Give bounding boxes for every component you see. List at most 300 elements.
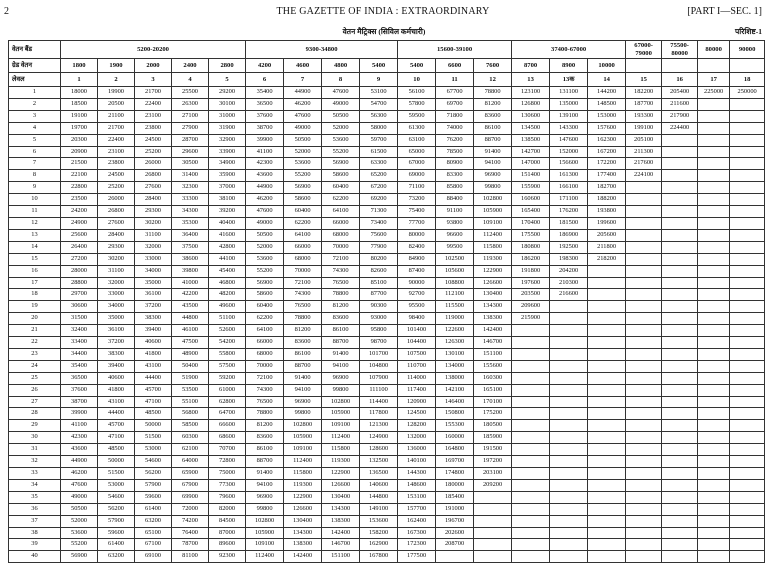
- pay-cell: 30500: [172, 158, 209, 170]
- pay-cell: 50000: [98, 456, 135, 468]
- pay-cell: 39400: [135, 325, 172, 337]
- pay-cell: 102800: [284, 420, 322, 432]
- pay-cell: [730, 479, 765, 491]
- pay-cell: 67700: [436, 87, 474, 99]
- pay-cell: 27200: [61, 253, 98, 265]
- pay-cell: 96900: [284, 396, 322, 408]
- index-cell: 13: [9, 229, 61, 241]
- pay-cell: 156600: [550, 158, 588, 170]
- pay-cell: 91400: [284, 372, 322, 384]
- index-cell: 39: [9, 539, 61, 551]
- pay-cell: [626, 527, 662, 539]
- pay-cell: 46200: [246, 194, 284, 206]
- pay-cell: 20900: [61, 146, 98, 158]
- pay-cell: [512, 420, 550, 432]
- pay-cell: [512, 372, 550, 384]
- pay-cell: 115800: [284, 468, 322, 480]
- pay-cell: 39900: [61, 408, 98, 420]
- pay-cell: [730, 456, 765, 468]
- pay-cell: [698, 479, 730, 491]
- pay-cell: 49000: [322, 98, 360, 110]
- index-cell: 33: [9, 468, 61, 480]
- pay-cell: [550, 325, 588, 337]
- pay-cell: [730, 182, 765, 194]
- pay-cell: [698, 253, 730, 265]
- pay-cell: [626, 253, 662, 265]
- pay-cell: 105900: [284, 432, 322, 444]
- pay-cell: [698, 408, 730, 420]
- pay-cell: [662, 432, 698, 444]
- pay-cell: 126600: [284, 503, 322, 515]
- pay-cell: 32000: [135, 241, 172, 253]
- pay-cell: 54200: [209, 337, 246, 349]
- level-cell: 17: [698, 73, 730, 87]
- pay-cell: [588, 515, 626, 527]
- pay-cell: [730, 515, 765, 527]
- pay-cell: 47100: [98, 432, 135, 444]
- pay-cell: 25600: [61, 229, 98, 241]
- pay-cell: 225000: [698, 87, 730, 99]
- index-cell: 31: [9, 444, 61, 456]
- index-cell: 24: [9, 360, 61, 372]
- pay-cell: [588, 527, 626, 539]
- pay-cell: [474, 551, 512, 563]
- pay-cell: 93800: [436, 217, 474, 229]
- pay-cell: 112400: [284, 456, 322, 468]
- pay-cell: 67000: [398, 158, 436, 170]
- grade-pay-cell: 5400: [398, 59, 436, 73]
- pay-cell: 126800: [512, 98, 550, 110]
- pay-cell: [626, 229, 662, 241]
- table-row: [9, 420, 765, 432]
- pay-cell: 47600: [322, 87, 360, 99]
- pay-cell: 155900: [512, 182, 550, 194]
- pay-cell: [626, 265, 662, 277]
- pay-cell: 44100: [209, 253, 246, 265]
- grade-pay-cell: 4800: [322, 59, 360, 73]
- pay-cell: [588, 503, 626, 515]
- pay-cell: 61000: [209, 384, 246, 396]
- pay-cell: 56200: [135, 468, 172, 480]
- pay-cell: [730, 420, 765, 432]
- level-cell: 16: [662, 73, 698, 87]
- part-section-label: [PART I—SEC. 1]: [687, 6, 762, 17]
- pay-cell: 25500: [172, 87, 209, 99]
- pay-cell: [512, 444, 550, 456]
- pay-cell: 68600: [209, 432, 246, 444]
- index-cell: 17: [9, 277, 61, 289]
- pay-cell: 181500: [550, 217, 588, 229]
- table-row: [9, 408, 765, 420]
- pay-cell: 37200: [135, 301, 172, 313]
- pay-matrix-table: [8, 40, 765, 563]
- table-row: [9, 527, 765, 539]
- pay-cell: 76500: [284, 301, 322, 313]
- pay-cell: 136500: [360, 468, 398, 480]
- pay-cell: [730, 289, 765, 301]
- table-row: [9, 384, 765, 396]
- pay-cell: [626, 337, 662, 349]
- pay-cell: 78700: [172, 539, 209, 551]
- pay-cell: 108800: [436, 277, 474, 289]
- pay-cell: [588, 468, 626, 480]
- pay-cell: 55200: [322, 146, 360, 158]
- pay-cell: [662, 479, 698, 491]
- pay-cell: [662, 468, 698, 480]
- pay-cell: 64100: [322, 206, 360, 218]
- pay-cell: [512, 539, 550, 551]
- pay-cell: 79600: [209, 491, 246, 503]
- pay-cell: 202600: [436, 527, 474, 539]
- pay-cell: 160300: [474, 372, 512, 384]
- pay-cell: 211800: [588, 241, 626, 253]
- table-row: [9, 551, 765, 563]
- pay-cell: [730, 348, 765, 360]
- pay-cell: 99800: [322, 384, 360, 396]
- pay-cell: 119000: [436, 313, 474, 325]
- pay-cell: 25200: [98, 182, 135, 194]
- pay-cell: [698, 503, 730, 515]
- pay-cell: 55200: [246, 265, 284, 277]
- pay-cell: 132500: [360, 456, 398, 468]
- pay-cell: 86100: [246, 444, 284, 456]
- pay-cell: 57900: [98, 515, 135, 527]
- pay-band-cell: 5200-20200: [61, 41, 246, 59]
- index-cell: 29: [9, 420, 61, 432]
- pay-cell: 64000: [172, 456, 209, 468]
- index-cell: 36: [9, 503, 61, 515]
- pay-cell: [662, 348, 698, 360]
- index-cell: 2: [9, 98, 61, 110]
- pay-cell: 43600: [61, 444, 98, 456]
- pay-cell: 112400: [322, 432, 360, 444]
- pay-cell: 19900: [98, 87, 135, 99]
- table-row: [9, 170, 765, 182]
- pay-cell: 196700: [436, 515, 474, 527]
- pay-cell: 33300: [172, 194, 209, 206]
- pay-cell: 36400: [172, 229, 209, 241]
- pay-cell: 182200: [626, 87, 662, 99]
- table-row: [9, 182, 765, 194]
- pay-cell: 77900: [360, 241, 398, 253]
- pay-cell: 35900: [209, 170, 246, 182]
- pay-cell: 42300: [246, 158, 284, 170]
- pay-cell: [588, 396, 626, 408]
- table-row: [9, 372, 765, 384]
- pay-cell: 20300: [61, 134, 98, 146]
- pay-cell: 91100: [436, 206, 474, 218]
- table-row: [9, 289, 765, 301]
- pay-cell: [512, 396, 550, 408]
- table-row: [9, 503, 765, 515]
- pay-cell: 28000: [61, 265, 98, 277]
- pay-cell: 204200: [550, 265, 588, 277]
- pay-cell: 41800: [135, 348, 172, 360]
- index-cell: 19: [9, 301, 61, 313]
- pay-cell: 23500: [61, 194, 98, 206]
- pay-cell: [698, 396, 730, 408]
- pay-cell: 46200: [61, 468, 98, 480]
- pay-cell: 86100: [322, 325, 360, 337]
- pay-cell: [730, 170, 765, 182]
- pay-cell: 48500: [135, 408, 172, 420]
- pay-cell: 23100: [98, 146, 135, 158]
- pay-cell: 37600: [246, 110, 284, 122]
- level-cell: 9: [360, 73, 398, 87]
- pay-cell: 19100: [61, 110, 98, 122]
- pay-cell: 153600: [360, 515, 398, 527]
- pay-cell: 142400: [284, 551, 322, 563]
- pay-cell: [662, 289, 698, 301]
- pay-cell: 191000: [436, 503, 474, 515]
- pay-cell: 49000: [284, 122, 322, 134]
- pay-cell: 33000: [98, 289, 135, 301]
- index-cell: 40: [9, 551, 61, 563]
- pay-cell: 40400: [209, 217, 246, 229]
- pay-cell: 59700: [360, 134, 398, 146]
- pay-cell: 150800: [436, 408, 474, 420]
- pay-cell: 91400: [474, 146, 512, 158]
- pay-cell: 123100: [512, 87, 550, 99]
- pay-cell: 112400: [474, 229, 512, 241]
- table-row: [9, 348, 765, 360]
- table-row: [9, 158, 765, 170]
- pay-cell: 50000: [135, 420, 172, 432]
- pay-cell: 205100: [626, 134, 662, 146]
- index-cell: 6: [9, 146, 61, 158]
- pay-cell: [730, 301, 765, 313]
- pay-cell: 53100: [360, 87, 398, 99]
- pay-cell: 165400: [512, 206, 550, 218]
- pay-cell: 45700: [135, 384, 172, 396]
- index-cell: 1: [9, 87, 61, 99]
- pay-cell: [588, 301, 626, 313]
- pay-cell: [662, 491, 698, 503]
- pay-cell: [550, 360, 588, 372]
- pay-cell: 191500: [474, 444, 512, 456]
- pay-cell: 94100: [474, 158, 512, 170]
- pay-cell: 53000: [98, 479, 135, 491]
- pay-cell: 21700: [98, 122, 135, 134]
- pay-cell: 22400: [135, 98, 172, 110]
- pay-cell: 64100: [246, 325, 284, 337]
- pay-cell: 146400: [436, 396, 474, 408]
- table-row: [9, 98, 765, 110]
- pay-cell: 69900: [172, 491, 209, 503]
- pay-cell: [730, 360, 765, 372]
- pay-cell: 216600: [550, 289, 588, 301]
- pay-band-cell: 37400-67000: [512, 41, 626, 59]
- pay-cell: 66000: [246, 337, 284, 349]
- pay-cell: 34000: [135, 265, 172, 277]
- pay-cell: 27100: [172, 110, 209, 122]
- pay-cell: 81200: [322, 301, 360, 313]
- pay-cell: 49600: [209, 301, 246, 313]
- pay-cell: 132000: [398, 432, 436, 444]
- pay-cell: [588, 408, 626, 420]
- pay-cell: 21700: [135, 87, 172, 99]
- pay-cell: [662, 337, 698, 349]
- pay-cell: 56900: [322, 158, 360, 170]
- level-cell: 11: [436, 73, 474, 87]
- pay-cell: 94100: [246, 479, 284, 491]
- pay-cell: 29200: [209, 87, 246, 99]
- grade-pay-cell: 2400: [172, 59, 209, 73]
- pay-cell: [626, 194, 662, 206]
- pay-cell: [550, 503, 588, 515]
- grade-pay-cell: 10000: [588, 59, 626, 73]
- pay-cell: 138500: [512, 134, 550, 146]
- pay-cell: 152000: [550, 146, 588, 158]
- pay-cell: [662, 444, 698, 456]
- pay-cell: [662, 182, 698, 194]
- pay-cell: 24200: [61, 206, 98, 218]
- pay-cell: 96600: [436, 229, 474, 241]
- pay-cell: 43500: [172, 301, 209, 313]
- pay-cell: [730, 384, 765, 396]
- pay-cell: 45400: [209, 265, 246, 277]
- pay-cell: 71100: [398, 182, 436, 194]
- pay-cell: 36500: [246, 98, 284, 110]
- pay-cell: 56900: [246, 277, 284, 289]
- pay-cell: 149100: [360, 503, 398, 515]
- pay-cell: 175200: [474, 408, 512, 420]
- pay-cell: 68000: [246, 348, 284, 360]
- pay-cell: 80900: [436, 158, 474, 170]
- index-cell: 5: [9, 134, 61, 146]
- pay-cell: [626, 491, 662, 503]
- pay-cell: 144800: [360, 491, 398, 503]
- pay-cell: 77300: [209, 479, 246, 491]
- pay-cell: 29700: [61, 289, 98, 301]
- pay-cell: [550, 396, 588, 408]
- pay-cell: 117400: [398, 384, 436, 396]
- index-cell: 35: [9, 491, 61, 503]
- pay-cell: [588, 277, 626, 289]
- pay-cell: 134500: [512, 122, 550, 134]
- pay-cell: 167200: [588, 146, 626, 158]
- pay-cell: 35000: [135, 277, 172, 289]
- pay-cell: [512, 408, 550, 420]
- pay-cell: 85100: [360, 277, 398, 289]
- table-row: [9, 479, 765, 491]
- grade-pay-cell: [662, 59, 698, 73]
- pay-cell: 52000: [284, 146, 322, 158]
- pay-cell: 60400: [246, 301, 284, 313]
- pay-cell: 131100: [550, 87, 588, 99]
- pay-cell: 122600: [436, 325, 474, 337]
- pay-cell: 250000: [730, 87, 765, 99]
- pay-band-cell: 15600-39100: [398, 41, 512, 59]
- table-row: [9, 360, 765, 372]
- pay-band-label: वेतन बैंड: [9, 41, 61, 59]
- pay-cell: [588, 420, 626, 432]
- pay-cell: [550, 539, 588, 551]
- pay-cell: 41600: [209, 229, 246, 241]
- pay-cell: 65100: [135, 527, 172, 539]
- pay-cell: [662, 158, 698, 170]
- pay-cell: 47600: [246, 206, 284, 218]
- pay-cell: 203500: [512, 289, 550, 301]
- pay-cell: 59200: [209, 372, 246, 384]
- pay-cell: 77700: [398, 217, 436, 229]
- pay-cell: 88700: [284, 360, 322, 372]
- pay-cell: [698, 265, 730, 277]
- pay-cell: [626, 432, 662, 444]
- pay-cell: 37000: [209, 182, 246, 194]
- pay-cell: [512, 384, 550, 396]
- gazette-header: [4, 6, 762, 20]
- level-cell: 15: [626, 73, 662, 87]
- pay-cell: 155300: [436, 420, 474, 432]
- table-row: [9, 432, 765, 444]
- pay-cell: 142700: [512, 146, 550, 158]
- grade-pay-cell: 1800: [61, 59, 98, 73]
- pay-cell: 171100: [550, 194, 588, 206]
- pay-cell: [698, 122, 730, 134]
- pay-cell: 88400: [436, 194, 474, 206]
- pay-cell: [588, 456, 626, 468]
- pay-cell: [512, 348, 550, 360]
- pay-cell: 72000: [172, 503, 209, 515]
- table-row: [9, 146, 765, 158]
- pay-cell: 56800: [172, 408, 209, 420]
- pay-cell: 72800: [209, 456, 246, 468]
- pay-cell: [698, 551, 730, 563]
- pay-cell: [588, 348, 626, 360]
- level-cell: 5: [209, 73, 246, 87]
- pay-cell: 126600: [474, 277, 512, 289]
- pay-cell: [626, 384, 662, 396]
- index-cell: 37: [9, 515, 61, 527]
- pay-cell: 199600: [588, 217, 626, 229]
- pay-cell: 40600: [98, 372, 135, 384]
- pay-cell: 83600: [246, 432, 284, 444]
- pay-cell: 36100: [135, 289, 172, 301]
- pay-cell: 185900: [474, 432, 512, 444]
- pay-cell: 98400: [398, 313, 436, 325]
- pay-cell: 167800: [360, 551, 398, 563]
- pay-cell: 180500: [474, 420, 512, 432]
- pay-cell: 90300: [360, 301, 398, 313]
- pay-cell: 157600: [588, 122, 626, 134]
- pay-cell: 83600: [474, 110, 512, 122]
- pay-cell: [588, 551, 626, 563]
- pay-cell: 130100: [436, 348, 474, 360]
- table-row: [9, 122, 765, 134]
- index-cell: 15: [9, 253, 61, 265]
- pay-cell: 40600: [135, 337, 172, 349]
- pay-cell: [698, 420, 730, 432]
- pay-cell: 144300: [398, 468, 436, 480]
- pay-cell: [662, 194, 698, 206]
- pay-cell: 124900: [360, 432, 398, 444]
- pay-cell: 82400: [398, 241, 436, 253]
- table-row: [9, 87, 765, 99]
- pay-cell: 160000: [436, 432, 474, 444]
- grade-pay-cell: 8900: [550, 59, 588, 73]
- pay-cell: [550, 420, 588, 432]
- pay-cell: 99500: [436, 241, 474, 253]
- pay-cell: 74300: [246, 384, 284, 396]
- pay-cell: [730, 337, 765, 349]
- level-cell: 18: [730, 73, 765, 87]
- pay-cell: [550, 432, 588, 444]
- pay-cell: 102800: [474, 194, 512, 206]
- pay-cell: 151100: [322, 551, 360, 563]
- pay-cell: [588, 265, 626, 277]
- pay-cell: [626, 479, 662, 491]
